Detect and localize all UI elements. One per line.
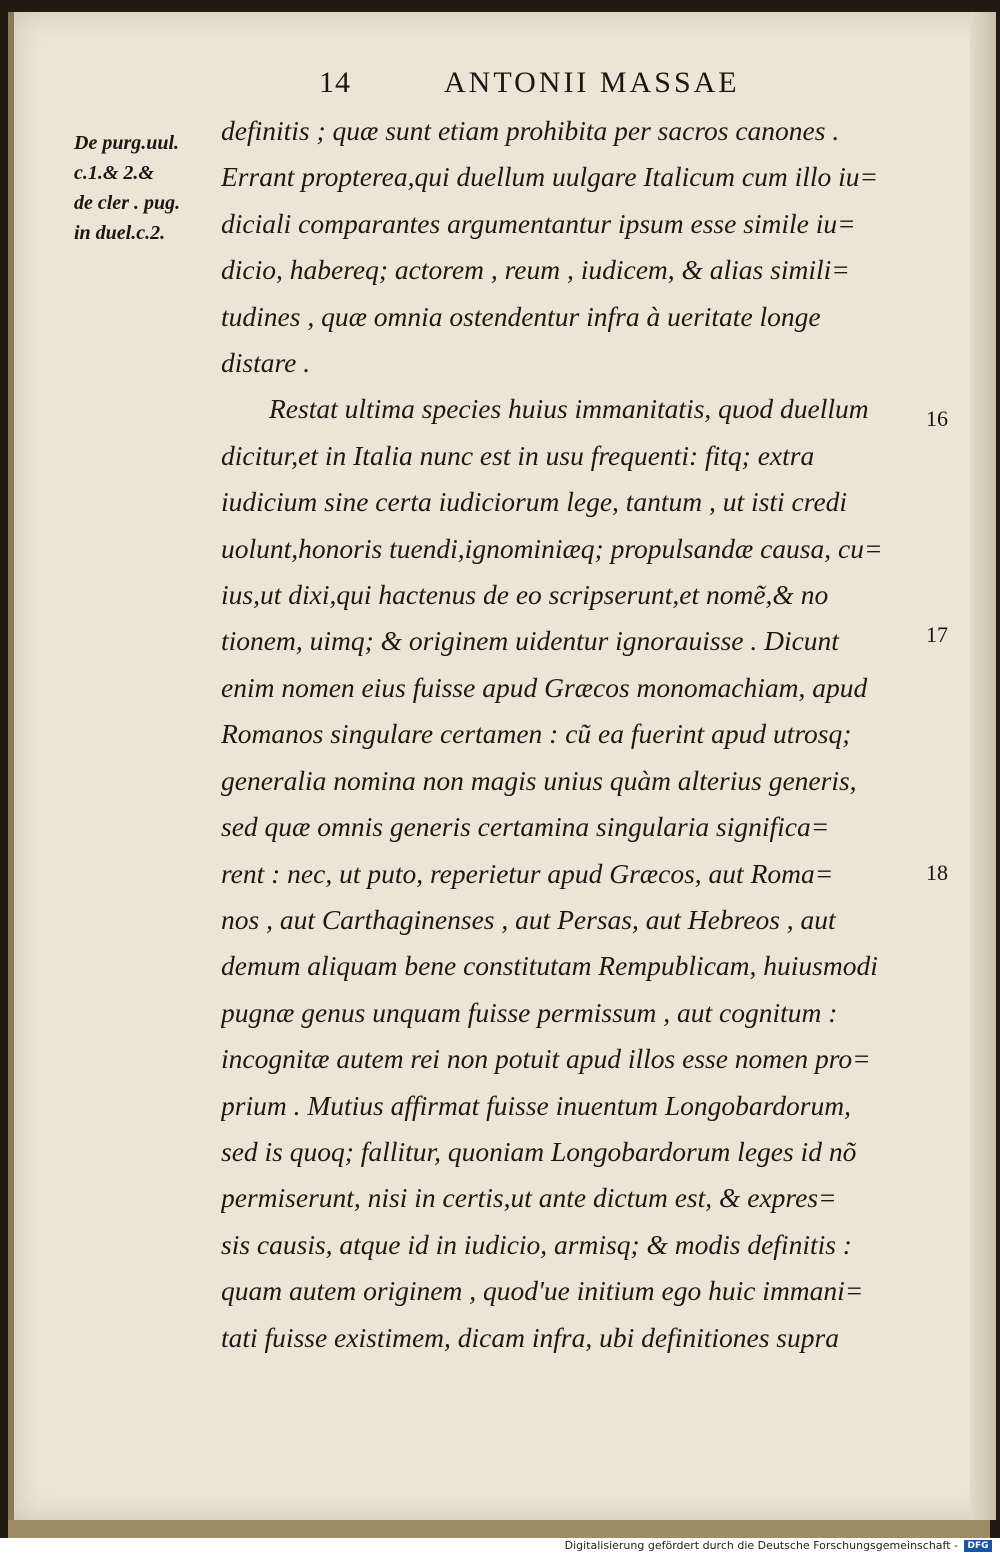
text-line: Restat ultima species huius immanitatis, quod duellum (269, 393, 869, 425)
running-head: ANTONII MASSAE (444, 66, 740, 99)
text-line: uolunt,honoris tuendi,ignominiæq; propulsandæ causa, cu= (221, 532, 883, 564)
text-line: generalia nomina non magis unius quàm alterius generis, (221, 764, 857, 796)
marginal-note (74, 128, 224, 248)
text-line: dicio, habereq; actorem , reum , iudicem, & alias simili= (221, 254, 850, 286)
text-line: iudicium sine certa iudiciorum lege, tantum , ut isti credi (221, 486, 848, 518)
text-line: definitis ; quæ sunt etiam prohibita per sacros canones . (221, 115, 840, 146)
text-line: prium . Mutius affirmat fuisse inuentum Longobardorum, (221, 1089, 851, 1121)
text-line: dicitur,et in Italia nunc est in usu frequenti: fitq; extra (221, 439, 815, 471)
marginal-note-line: de cler . pug. (74, 192, 181, 214)
book-bottom-edge (8, 1520, 990, 1538)
body-text (221, 108, 921, 1361)
page-gutter (970, 12, 996, 1520)
text-line: quam autem originem , quod'ue initium ego huic immani= (221, 1275, 864, 1307)
text-line: demum aliquam bene constitutam Rempublicam, huiusmodi (221, 950, 878, 982)
text-line: Romanos singulare certamen : cũ ea fuerint apud utrosq; (221, 718, 852, 750)
side-number: 17 (926, 622, 948, 647)
text-line: sis causis, atque id in iudicio, armisq; & modis definitis : (221, 1228, 852, 1260)
text-line: diciali comparantes argumentantur ipsum esse simile iu= (221, 207, 856, 239)
book-page (8, 12, 996, 1520)
text-line: sed quæ omnis generis certamina singularia significa= (221, 811, 830, 843)
text-line: tionem, uimq; & originem uidentur ignorauisse . Dicunt (221, 625, 839, 657)
page-number: 14 (319, 66, 351, 99)
text-line: tati fuisse existimem, dicam infra, ubi definitiones supra (221, 1321, 839, 1353)
marginal-note-line: in duel.c.2. (74, 222, 166, 244)
text-line: sed is quoq; fallitur, quoniam Longobardorum leges id nõ (221, 1135, 857, 1167)
text-line: rent : nec, ut puto, reperietur apud Græcos, aut Roma= (221, 857, 834, 889)
footer-bar (0, 1538, 1000, 1554)
text-line: enim nomen eius fuisse apud Græcos monomachiam, apud (221, 671, 868, 703)
marginal-note-line: c.1.& 2.& (74, 162, 154, 184)
text-line: pugnæ genus unquam fuisse permissum , aut cognitum : (221, 996, 838, 1028)
side-number: 18 (926, 860, 948, 885)
text-line: nos , aut Carthaginenses , aut Persas, aut Hebreos , aut (221, 903, 836, 935)
side-number: 16 (926, 406, 948, 431)
footer-credit: Digitalisierung gefördert durch die Deutsche Forschungsgemeinschaft - (564, 1539, 958, 1552)
text-line: ius,ut dixi,qui hactenus de eo scripserunt,et nomẽ,& no (221, 579, 829, 611)
text-line: incognitæ autem rei non potuit apud illos esse nomen pro= (221, 1043, 871, 1075)
page-header (14, 58, 996, 108)
text-line: Errant propterea,qui duellum uulgare Italicum cum illo iu= (221, 161, 879, 193)
text-line: permiserunt, nisi in certis,ut ante dictum est, & expres= (221, 1182, 837, 1214)
text-line: distare . (221, 347, 311, 379)
dfg-logo-icon: DFG (964, 1540, 992, 1552)
marginal-note-line: De purg.uul. (74, 132, 180, 154)
text-line: tudines , quæ omnia ostendentur infra à ueritate longe (221, 300, 821, 332)
